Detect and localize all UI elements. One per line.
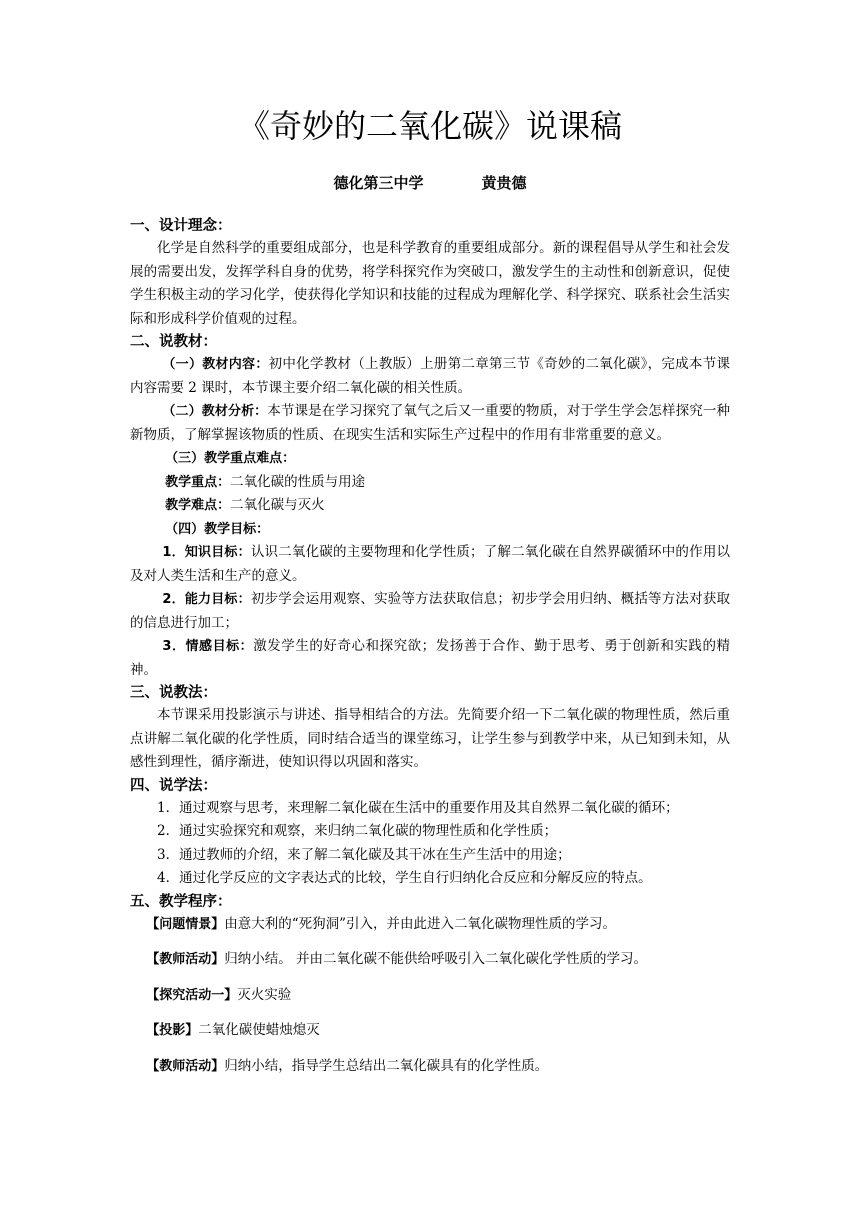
teaching-goals-heading bbox=[130, 518, 730, 542]
step-label: 【投影】 bbox=[146, 1023, 199, 1038]
teaching-key-text: 二氧化碳的性质与用途 bbox=[230, 473, 366, 490]
teaching-key-line bbox=[130, 471, 730, 495]
learning-method-item: 4．通过化学反应的文字表达式的比较，学生自行归纳化合反应和分解反应的特点。 bbox=[157, 870, 652, 886]
author-name: 黄贵德 bbox=[481, 174, 527, 192]
material-content-paragraph bbox=[130, 353, 730, 400]
section-heading: 二、说教材： bbox=[130, 334, 217, 350]
goal-emotion-paragraph bbox=[130, 635, 730, 682]
document-body bbox=[130, 215, 730, 1090]
teaching-goals-label: （四）教学目标： bbox=[165, 521, 270, 537]
learning-method-item: 2．通过实验探究和观察，来归纳二氧化碳的物理性质和化学性质； bbox=[157, 823, 558, 839]
design-concept-paragraph: 化学是自然科学的重要组成部分，也是科学教育的重要组成部分。新的课程倡导从学生和社会发展的需要出发，发挥学科自身的优势，将学科探究作为突破口，激发学生的主动性和创新意识，促使学生积极主动的学习化学，使获得化学知识和技能的过程成为理解化学、科学探究、联系社会生活实际和形成科学价值观的过程。 bbox=[130, 240, 730, 327]
teaching-method-paragraph: 本节课采用投影演示与讲述、指导相结合的方法。先简要介绍一下二氧化碳的物理性质，然后重点讲解二氧化碳的化学性质，同时结合适当的课堂练习，让学生参与到教学中来，从已知到未知，从感性到理性，循序渐进，使知识得以巩固和落实。 bbox=[130, 707, 730, 770]
key-difficult-label: （三）教学重点难点： bbox=[165, 451, 296, 466]
material-analysis-paragraph bbox=[130, 400, 730, 447]
teaching-steps bbox=[130, 913, 730, 1079]
step-label: 【教师活动】 bbox=[146, 1058, 225, 1074]
section-heading: 一、设计理念： bbox=[130, 218, 232, 234]
material-content-label: （一）教材内容： bbox=[162, 357, 269, 372]
learning-method-item: 1．通过观察与思考，来理解二氧化碳在生活中的重要作用及其自然界二氧化碳的循环； bbox=[157, 799, 679, 816]
step-text: 灭火实验 bbox=[237, 986, 292, 1003]
section-heading: 五、教学程序： bbox=[130, 893, 232, 910]
goal-knowledge-text: 认识二氧化碳的主要物理和化学性质；了解二氧化碳在自然界碳循环中的作用以及对人类生活和生产的意义。 bbox=[130, 544, 731, 584]
goal-emotion-text: 激发学生的好奇心和探究欲；发扬善于合作、勤于思考、勇于创新和实践的精神。 bbox=[130, 638, 731, 678]
step-text: 归纳小结，指导学生总结出二氧化碳具有的化学性质。 bbox=[224, 1057, 549, 1074]
teaching-step bbox=[146, 913, 730, 937]
learning-method-item: 3．通过教师的介绍，来了解二氧化碳及其干冰在生产生活中的用途； bbox=[157, 846, 571, 863]
teaching-step bbox=[146, 984, 730, 1008]
goal-ability-label: 2．能力目标： bbox=[162, 592, 251, 607]
section-heading: 三、说教法： bbox=[130, 685, 217, 701]
teaching-key-label: 教学重点： bbox=[165, 474, 231, 490]
step-text: 二氧化碳使蜡烛熄灭 bbox=[198, 1022, 320, 1038]
teaching-difficulty-text: 二氧化碳与灭火 bbox=[230, 497, 325, 513]
step-label: 【探究活动一】 bbox=[146, 987, 238, 1003]
goal-ability-text: 初步学会运用观察、实验等方法获取信息；初步学会用归纳、概括等方法对获取的信息进行加工； bbox=[130, 591, 731, 631]
goal-emotion-label: 3．情感目标： bbox=[162, 639, 254, 654]
goal-ability-paragraph bbox=[130, 588, 730, 635]
goal-knowledge-label: 1．知识目标： bbox=[162, 545, 251, 560]
key-difficult-heading bbox=[130, 447, 730, 471]
school-name: 德化第三中学 bbox=[333, 174, 424, 192]
step-text: 归纳小结。 并由二氧化碳不能供给呼吸引入二氧化碳化学性质的学习。 bbox=[224, 951, 647, 967]
step-label: 【教师活动】 bbox=[146, 952, 225, 967]
teaching-step bbox=[146, 948, 730, 972]
document-title: 《奇妙的二氧化碳》说课稿 bbox=[237, 107, 622, 145]
goal-knowledge-paragraph bbox=[130, 541, 730, 588]
author-line bbox=[0, 172, 860, 194]
material-analysis-label: （二）教材分析： bbox=[162, 404, 268, 419]
step-label: 【问题情景】 bbox=[146, 916, 225, 932]
teaching-step bbox=[146, 1019, 730, 1043]
teaching-difficulty-label: 教学难点： bbox=[165, 498, 231, 513]
teaching-step bbox=[146, 1055, 730, 1079]
section-heading: 四、说学法： bbox=[130, 777, 217, 794]
step-text: 由意大利的“死狗洞”引入，并由此进入二氧化碳物理性质的学习。 bbox=[224, 915, 617, 932]
material-content-text: 初中化学教材（上教版）上册第二章第三节《奇妙的二氧化碳》，完成本节课内容需要 2 课时，本节课主要介绍二氧化碳的相关性质。 bbox=[130, 356, 730, 396]
material-analysis-text: 本节课是在学习探究了氧气之后又一重要的物质，对于学生学会怎样探究一种新物质，了解掌握该物质的性质、在现实生活和实际生产过程中的作用有非常重要的意义。 bbox=[130, 403, 730, 443]
teaching-difficulty-line bbox=[130, 494, 730, 518]
